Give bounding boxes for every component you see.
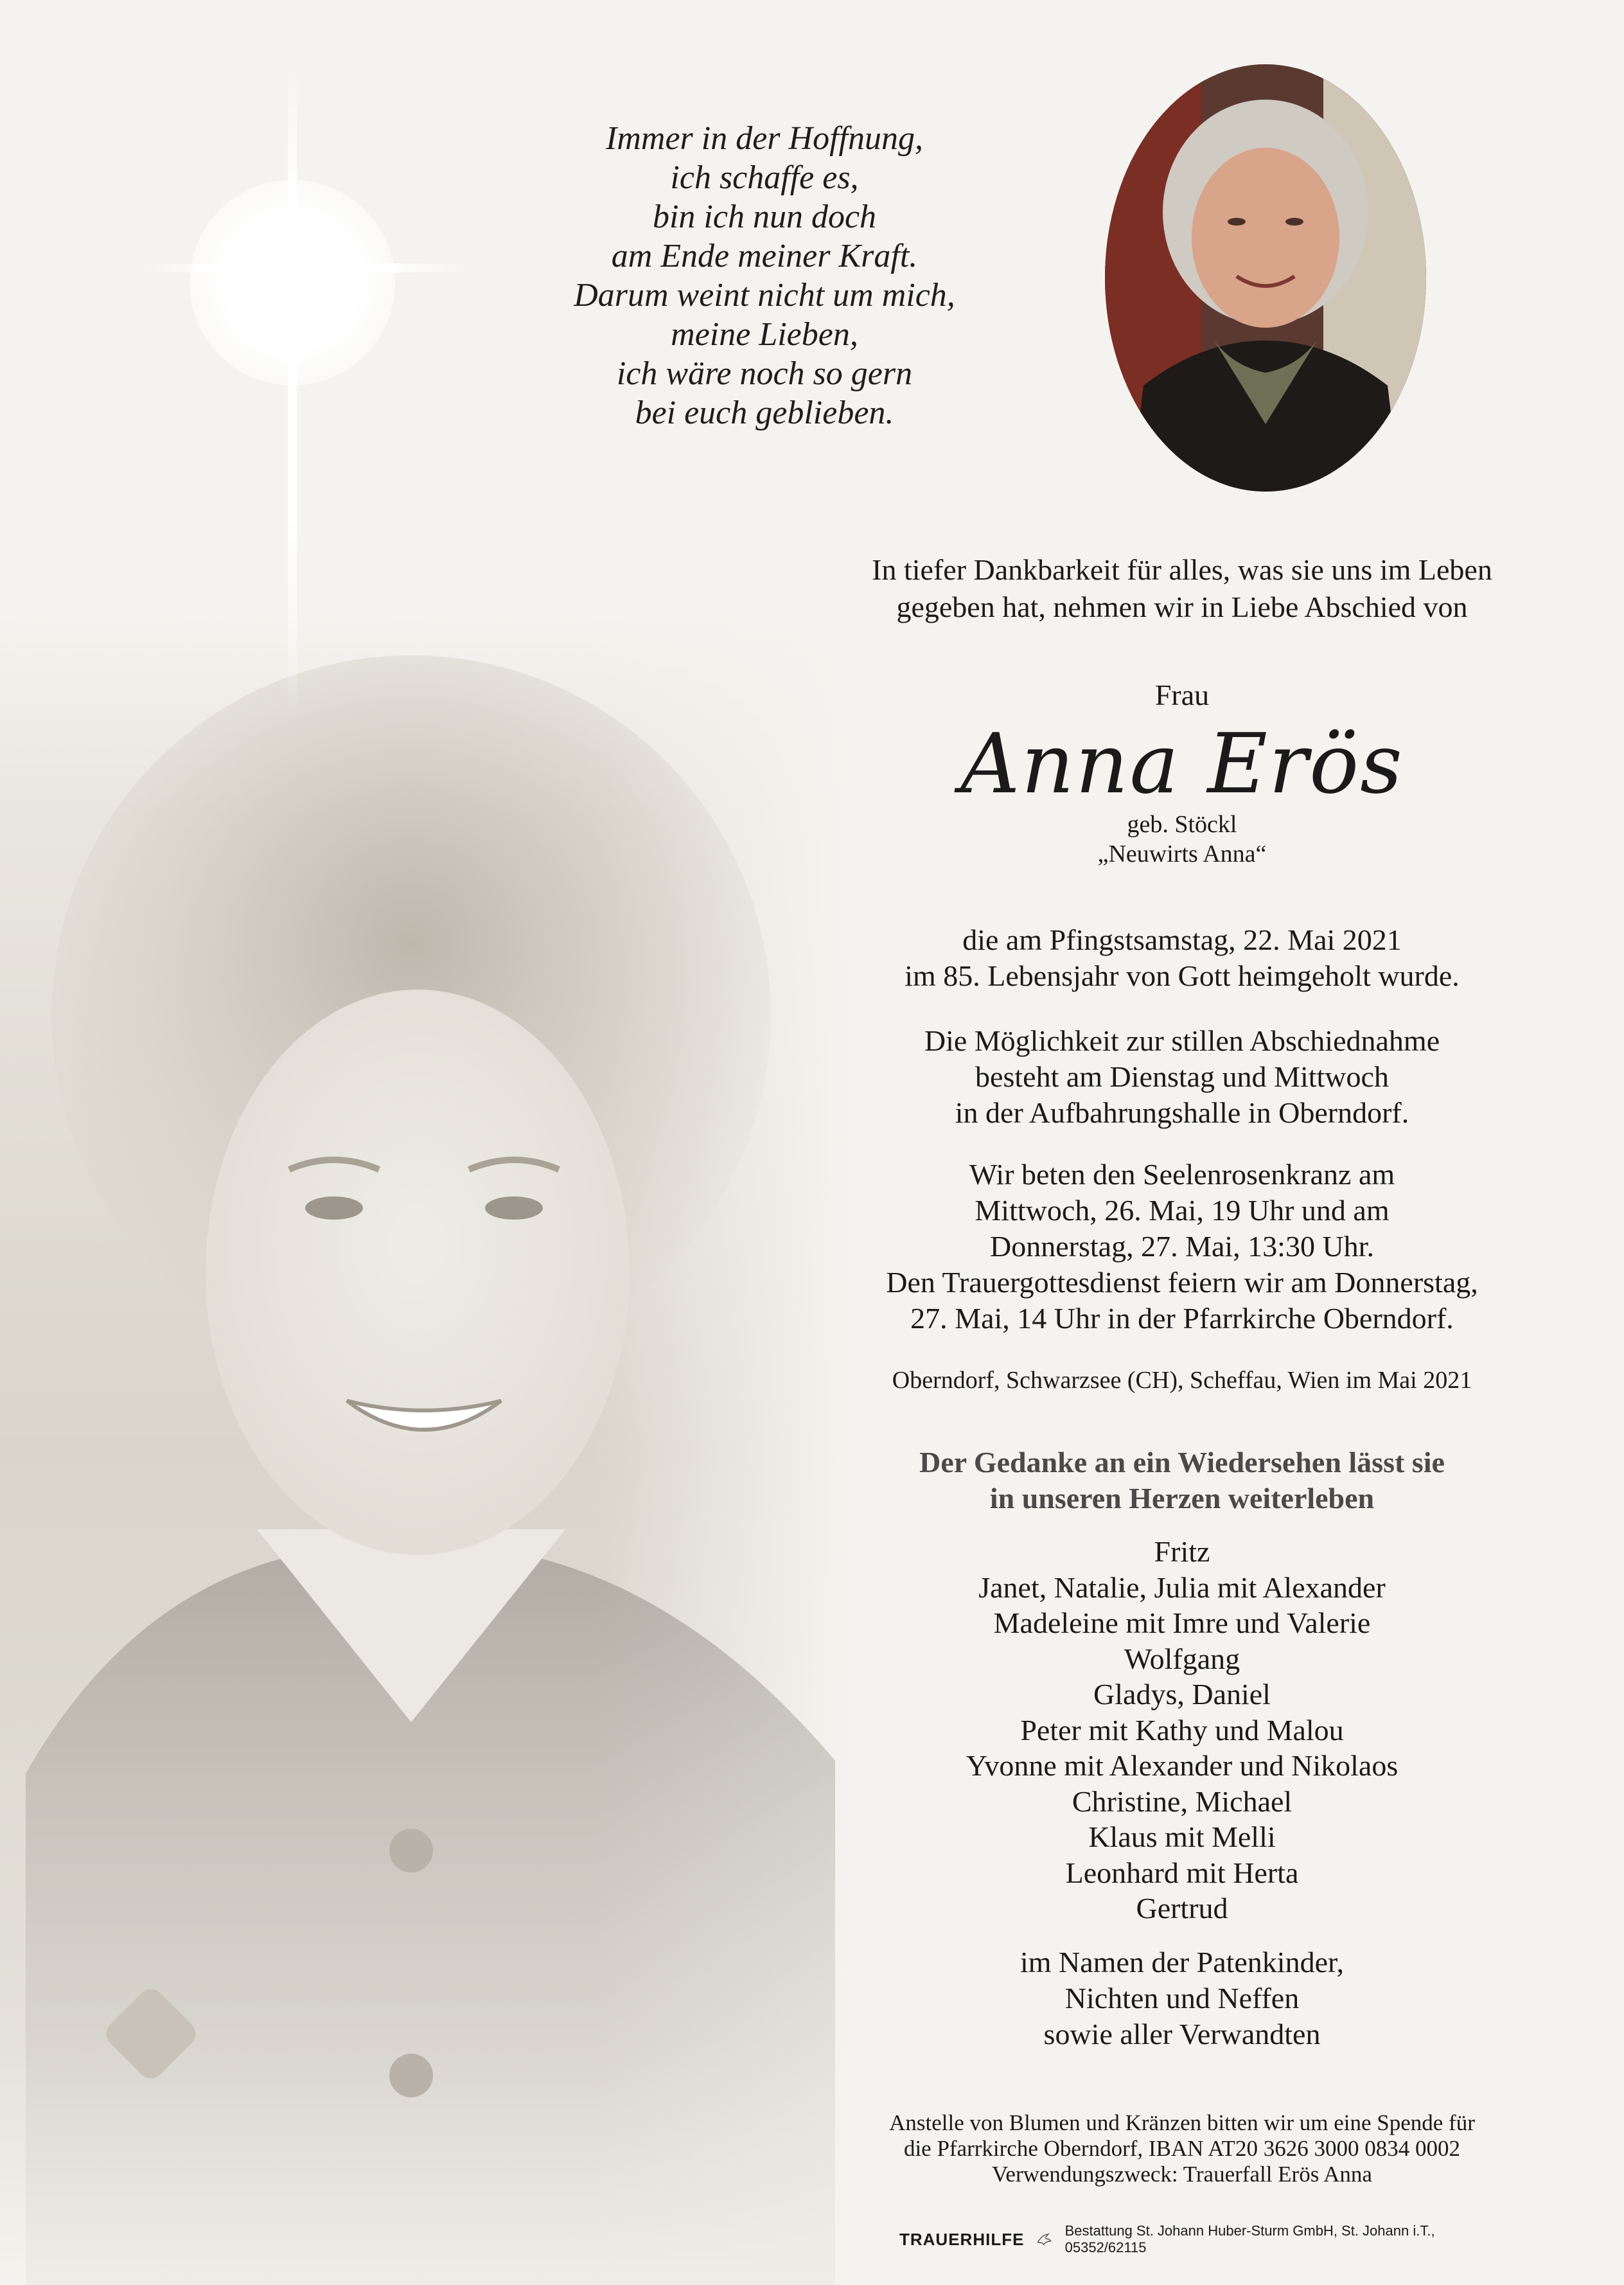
poem-line: ich wäre noch so gern: [616, 355, 913, 392]
poem-line: Immer in der Hoffnung,: [606, 120, 923, 157]
donation-line: Anstelle von Blumen und Kränzen bitten wir um eine Spende für: [889, 2110, 1475, 2135]
cross-icon: [138, 58, 472, 713]
poem-line: bin ich nun doch: [652, 199, 877, 235]
family-member: Fritz: [1154, 1535, 1210, 1568]
viewing-line: besteht am Dienstag und Mittwoch: [975, 1060, 1389, 1093]
on-behalf-line: im Namen der Patenkinder,: [1019, 1946, 1344, 1978]
poem-line: Darum weint nicht um mich,: [574, 277, 955, 314]
viewing-line: in der Aufbahrungshalle in Oberndorf.: [955, 1096, 1409, 1129]
death-line: die am Pfingstsamstag, 22. Mai 2021: [962, 923, 1402, 956]
footer-brand: TRAUERHILFE: [899, 2229, 1025, 2249]
family-member: Gertrud: [1136, 1892, 1228, 1925]
oval-portrait-photo: [1105, 64, 1426, 492]
family-member: Leonhard mit Herta: [1065, 1856, 1299, 1889]
service-line: 27. Mai, 14 Uhr in der Pfarrkirche Oberndorf.: [910, 1302, 1454, 1335]
footer-firm: Bestattung St. Johann Huber-Sturm GmbH, St. Johann i.T., 05352/62115: [1064, 2223, 1435, 2255]
family-member: Christine, Michael: [1072, 1784, 1293, 1818]
birth-name: geb. Stöckl: [1127, 811, 1237, 838]
on-behalf-text: [822, 1944, 1542, 2052]
intro-line: In tiefer Dankbarkeit für alles, was sie uns im Leben: [872, 553, 1492, 586]
donation-line: Verwendungszweck: Trauerfall Erös Anna: [992, 2162, 1372, 2187]
viewing-line: Die Möglichkeit zur stillen Abschiednahme: [924, 1024, 1440, 1057]
service-line: Den Trauergottesdienst feiern wir am Donnerstag,: [886, 1266, 1478, 1299]
death-line: im 85. Lebensjahr von Gott heimgeholt wurde.: [905, 959, 1460, 992]
donation-request: [822, 2110, 1542, 2187]
on-behalf-line: Nichten und Neffen: [1064, 1982, 1300, 2014]
quote-line: Der Gedanke an ein Wiedersehen lässt sie: [919, 1446, 1445, 1479]
family-member: Janet, Natalie, Julia mit Alexander: [978, 1570, 1386, 1604]
family-list: [822, 1534, 1542, 1926]
intro-line: gegeben hat, nehmen wir in Liebe Abschied von: [896, 591, 1468, 623]
family-member: Madeleine mit Imre und Valerie: [993, 1606, 1371, 1639]
dove-icon: [1036, 2230, 1053, 2249]
salutation: Frau: [1154, 679, 1210, 711]
poem-line: bei euch geblieben.: [635, 395, 894, 431]
service-line: Donnerstag, 27. Mai, 13:30 Uhr.: [990, 1230, 1374, 1263]
poem-line: meine Lieben,: [671, 316, 858, 353]
quote-line: in unseren Herzen weiterleben: [989, 1482, 1375, 1515]
footer: [899, 2223, 1478, 2255]
service-line: Mittwoch, 26. Mai, 19 Uhr und am: [975, 1194, 1390, 1227]
family-member: Yvonne mit Alexander und Nikolaos: [966, 1749, 1399, 1782]
family-member: Peter mit Kathy und Malou: [1020, 1713, 1344, 1747]
family-member: Klaus mit Melli: [1088, 1820, 1276, 1853]
on-behalf-line: sowie aller Verwandten: [1043, 2018, 1321, 2050]
family-member: Wolfgang: [1124, 1642, 1240, 1675]
death-notice: [822, 922, 1542, 994]
viewing-info: [822, 1023, 1542, 1131]
poem-line: ich schaffe es,: [670, 159, 859, 196]
background-portrait: [0, 617, 848, 2285]
birth-details: [822, 810, 1542, 869]
family-member: Gladys, Daniel: [1093, 1678, 1271, 1711]
deceased-name: Anna Erös: [960, 716, 1404, 812]
service-info: [822, 1157, 1542, 1337]
remembrance-quote: [822, 1445, 1542, 1516]
poem-line: am Ende meiner Kraft.: [611, 238, 918, 274]
donation-line: die Pfarrkirche Oberndorf, IBAN AT20 3626 3000 0834 0002: [903, 2136, 1461, 2161]
place-date: Oberndorf, Schwarzsee (CH), Scheffau, Wien im Mai 2021: [892, 1367, 1472, 1394]
nickname: „Neuwirts Anna“: [1097, 840, 1267, 867]
poem: [508, 119, 1021, 432]
intro-text: [822, 551, 1542, 626]
service-line: Wir beten den Seelenrosenkranz am: [969, 1158, 1395, 1191]
